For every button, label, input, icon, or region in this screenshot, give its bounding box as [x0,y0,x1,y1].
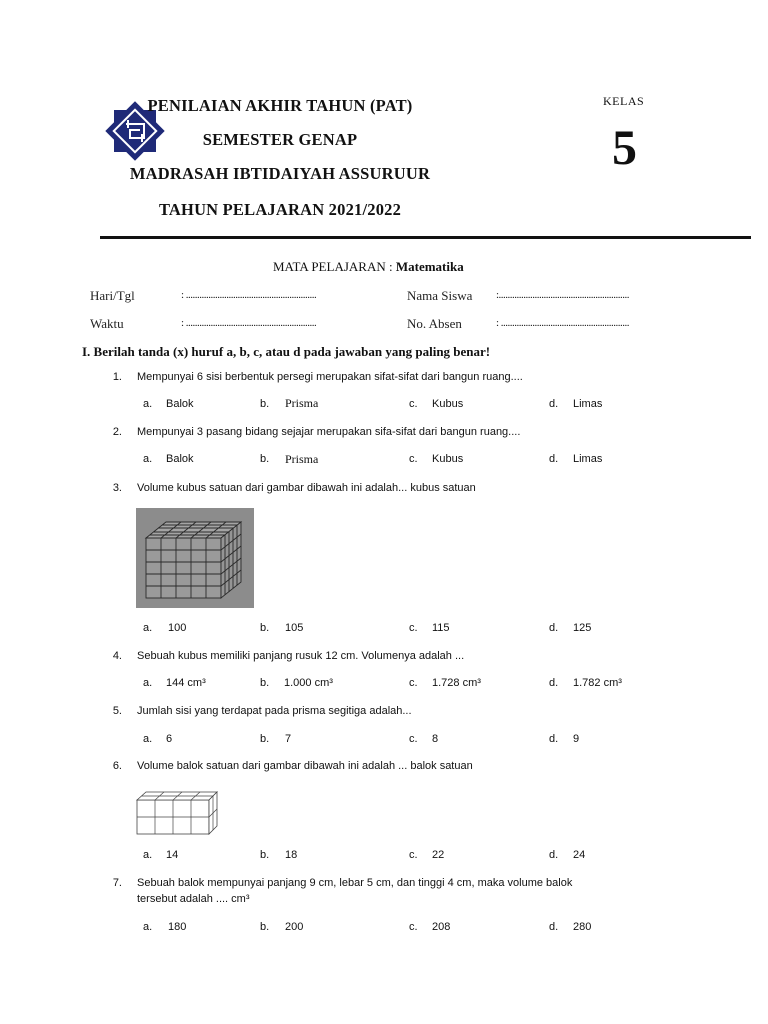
option-text[interactable]: 280 [573,921,592,933]
section-instruction: I. Berilah tanda (x) huruf a, b, c, atau d pada jawaban yang paling benar! [82,344,491,359]
header-divider [100,236,751,239]
question-text: Sebuah kubus memiliki panjang rusuk 12 cm. Volumenya adalah ... [137,650,465,662]
option-text[interactable]: 1.728 cm³ [432,677,481,689]
unit-block-image [136,791,218,835]
option-letter[interactable]: c. [409,677,418,689]
option-letter[interactable]: a. [143,921,153,933]
question-text: Volume kubus satuan dari gambar dibawah ini adalah... kubus satuan [137,482,476,494]
question-text: Mempunyai 6 sisi berbentuk persegi merupakan sifat-sifat dari bangun ruang.... [137,371,523,383]
option-text[interactable]: 144 cm³ [166,677,206,689]
option-text[interactable]: 208 [432,921,451,933]
option-text[interactable]: Balok [166,398,194,410]
option-letter[interactable]: d. [549,677,559,689]
question-number: 6. [112,760,122,772]
option-text[interactable]: Balok [166,453,194,465]
unit-cube-image [136,508,254,608]
option-letter[interactable]: a. [143,849,153,861]
option-letter[interactable]: d. [549,398,559,410]
option-letter[interactable]: d. [549,733,559,745]
option-text[interactable]: 105 [285,622,304,634]
title-line-4: TAHUN PELAJARAN 2021/2022 [158,200,402,219]
option-letter[interactable]: c. [409,733,418,745]
option-text[interactable]: 1.782 cm³ [573,677,622,689]
option-text[interactable]: 18 [285,849,298,861]
option-text[interactable]: Limas [573,453,603,465]
option-letter[interactable]: c. [409,453,418,465]
question-number: 5. [112,705,122,717]
option-letter[interactable]: d. [549,622,559,634]
option-letter[interactable]: b. [260,921,270,933]
question-text: Sebuah balok mempunyai panjang 9 cm, lebar 5 cm, dan tinggi 4 cm, maka volume balok [137,877,573,889]
option-letter[interactable]: a. [143,622,153,634]
option-letter[interactable]: b. [260,733,270,745]
option-text[interactable]: 1.000 cm³ [284,677,333,689]
option-text[interactable]: 9 [573,733,580,745]
absen-field[interactable]: : ......................................................... [496,317,630,329]
option-text[interactable]: 125 [573,622,592,634]
option-letter[interactable]: d. [549,921,559,933]
waktu-label: Waktu [90,316,124,331]
title-line-2: SEMESTER GENAP [202,130,358,149]
option-text[interactable]: 24 [573,849,586,861]
subject-value: Matematika [395,259,464,274]
option-letter[interactable]: c. [409,622,418,634]
option-text[interactable]: 200 [285,921,304,933]
option-letter[interactable]: d. [549,849,559,861]
nama-field[interactable]: :.......................................................... [496,289,630,301]
option-text[interactable]: 100 [168,622,187,634]
subject-label: MATA PELAJARAN : [273,259,393,274]
option-letter[interactable]: c. [409,849,418,861]
subject-line [273,259,464,275]
question-text-continued: tersebut adalah .... cm³ [137,893,250,905]
option-text[interactable]: 115 [432,622,450,634]
kelas-label: KELAS [603,94,645,108]
question-number: 2. [112,426,122,438]
question-number: 1. [112,371,122,383]
nama-label: Nama Siswa [407,288,473,303]
option-text[interactable]: 22 [432,849,445,861]
option-letter[interactable]: a. [143,677,153,689]
option-letter[interactable]: a. [143,453,153,465]
option-letter[interactable]: b. [260,849,270,861]
title-line-3: MADRASAH IBTIDAIYAH ASSURUUR [129,164,431,183]
absen-label: No. Absen [407,316,462,331]
option-text[interactable]: 8 [432,733,439,745]
question-number: 7. [112,877,122,889]
question-text: Mempunyai 3 pasang bidang sejajar merupakan sifa-sifat dari bangun ruang.... [137,426,521,438]
option-text[interactable]: Prisma [285,396,319,410]
kelas-number: 5 [612,119,637,175]
question-text: Volume balok satuan dari gambar dibawah ini adalah ... balok satuan [137,760,473,772]
question-number: 3. [112,482,122,494]
option-letter[interactable]: b. [260,622,270,634]
option-text[interactable]: 6 [166,733,173,745]
option-text[interactable]: Kubus [432,453,464,465]
option-letter[interactable]: b. [260,398,270,410]
hari-field[interactable]: : .......................................................... [181,289,317,301]
option-text[interactable]: 7 [285,733,292,745]
option-letter[interactable]: a. [143,733,153,745]
option-text[interactable]: 180 [168,921,187,933]
waktu-field[interactable]: : .......................................................... [181,317,317,329]
option-letter[interactable]: b. [260,453,270,465]
question-text: Jumlah sisi yang terdapat pada prisma segitiga adalah... [137,705,412,717]
question-number: 4. [112,650,122,662]
title-line-1: PENILAIAN AKHIR TAHUN (PAT) [147,96,413,115]
hari-label: Hari/Tgl [90,288,135,303]
option-letter[interactable]: c. [409,398,418,410]
option-letter[interactable]: a. [143,398,153,410]
option-text[interactable]: Kubus [432,398,464,410]
option-letter[interactable]: d. [549,453,559,465]
option-letter[interactable]: c. [409,921,418,933]
option-letter[interactable]: b. [260,677,270,689]
option-text[interactable]: Prisma [285,452,319,466]
option-text[interactable]: Limas [573,398,603,410]
option-text[interactable]: 14 [166,849,179,861]
